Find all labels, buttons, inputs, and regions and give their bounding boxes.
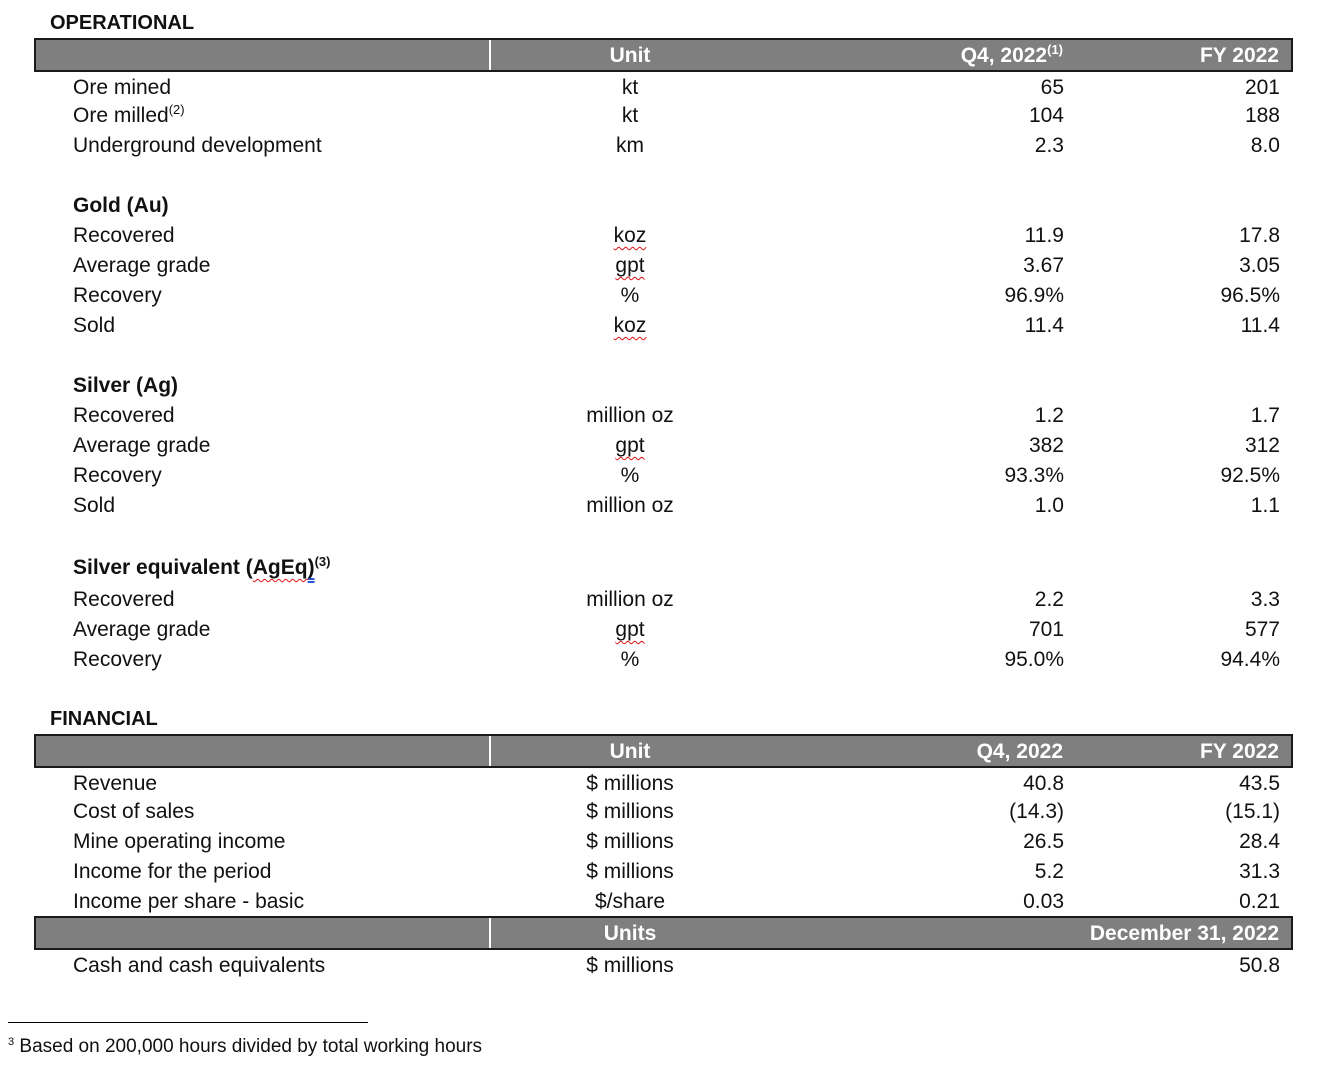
row-label: Recovery [73, 284, 162, 307]
row-fy-value: 1.1 [1250, 494, 1280, 517]
row-fy-value: 201 [1244, 76, 1280, 99]
operational-section-title: OPERATIONAL [50, 12, 195, 34]
row-fy-value: 92.5% [1220, 464, 1280, 487]
row-unit: $ millions [586, 954, 674, 977]
row-fy-value: 96.5% [1220, 284, 1280, 307]
row-label: Sold [73, 314, 116, 337]
row-unit: km [616, 134, 644, 157]
row-unit: % [620, 284, 640, 307]
row-unit: gpt [615, 254, 645, 277]
row-label: Average grade [73, 434, 211, 457]
row-fy-value: 312 [1244, 434, 1280, 457]
row-q4-value: 2.2 [1034, 588, 1064, 611]
row-label: Recovered [73, 588, 175, 611]
row-q4-value: 93.3% [1004, 464, 1064, 487]
footnote-separator [8, 1022, 368, 1023]
row-q4-value: 11.4 [1024, 314, 1064, 337]
row-label: Income for the period [73, 860, 272, 883]
row-q4-value: 2.3 [1034, 134, 1064, 157]
gold-group-title: Gold (Au) [73, 194, 169, 217]
row-label: Average grade [73, 254, 211, 277]
silver-equivalent-group-title: Silver equivalent (AgEq)$^{(3)}$ [73, 554, 331, 579]
silver-group-title: Silver (Ag) [73, 374, 179, 397]
row-unit: million oz [586, 404, 674, 427]
row-label: Sold [73, 494, 116, 517]
row-unit: $ millions [586, 800, 674, 823]
row-unit: koz [613, 224, 647, 247]
row-fy-value: 3.3 [1250, 588, 1280, 611]
row-label: Average grade [73, 618, 211, 641]
row-fy-value: 0.21 [1239, 890, 1280, 913]
balance-header-row [34, 916, 1293, 950]
row-q4-value: 5.2 [1034, 860, 1064, 883]
row-unit: gpt [615, 618, 645, 641]
footnote: $^3$ Based on 200,000 hours divided by total working hours [8, 1036, 483, 1057]
row-q4-value: 26.5 [1023, 830, 1064, 853]
row-label: Recovered [73, 224, 175, 247]
row-fy-value: 1.7 [1250, 404, 1280, 427]
row-unit: $ millions [586, 860, 674, 883]
row-label: Recovered [73, 404, 175, 427]
row-label: Revenue [73, 772, 158, 795]
row-q4-value: 1.2 [1034, 404, 1064, 427]
row-q4-value: 1.0 [1034, 494, 1064, 517]
row-q4-value: 40.8 [1023, 772, 1064, 795]
date-column-header: December 31, 2022 [1089, 922, 1279, 945]
row-label: Underground development [73, 134, 322, 157]
row-fy-value: 3.05 [1239, 254, 1280, 277]
row-unit: gpt [615, 434, 645, 457]
row-fy-value: (15.1) [1225, 800, 1280, 823]
row-label: Cost of sales [73, 800, 195, 823]
row-label: Recovery [73, 648, 162, 671]
row-q4-value: 104 [1028, 104, 1064, 127]
row-label: Mine operating income [73, 830, 286, 853]
operational-header-row [34, 38, 1293, 72]
row-unit: $ millions [586, 830, 674, 853]
row-unit: kt [621, 104, 639, 127]
financial-header-row [34, 734, 1293, 768]
row-q4-value: 96.9% [1004, 284, 1064, 307]
row-fy-value: 94.4% [1220, 648, 1280, 671]
row-fy-value: 11.4 [1240, 314, 1280, 337]
row-unit: % [620, 648, 640, 671]
row-unit: $/share [594, 890, 666, 913]
q4-column-header: Q4, 2022 [976, 740, 1063, 763]
row-fy-value: 31.3 [1239, 860, 1280, 883]
row-unit: million oz [586, 494, 674, 517]
row-label: Ore mined [73, 76, 172, 99]
row-q4-value: 0.03 [1023, 890, 1064, 913]
row-q4-value: 382 [1028, 434, 1064, 457]
row-label: Income per share - basic [73, 890, 305, 913]
q4-column-header: Q4, 2022$^{(1)}$ [960, 42, 1063, 67]
row-q4-value: 701 [1028, 618, 1064, 641]
financial-section-title: FINANCIAL [50, 708, 158, 730]
row-label: Ore milled$^{(2)}$ [73, 102, 185, 127]
row-q4-value: 95.0% [1004, 648, 1064, 671]
row-unit: $ millions [586, 772, 674, 795]
unit-column-header: Unit [609, 740, 651, 763]
row-value: 50.8 [1239, 954, 1280, 977]
unit-column-header: Unit [609, 44, 651, 67]
row-label: Cash and cash equivalents [73, 954, 326, 977]
row-label: Recovery [73, 464, 162, 487]
units-column-header: Units [603, 922, 657, 945]
row-fy-value: 28.4 [1239, 830, 1280, 853]
row-fy-value: 8.0 [1250, 134, 1280, 157]
row-fy-value: 188 [1244, 104, 1280, 127]
row-fy-value: 577 [1244, 618, 1280, 641]
row-unit: koz [613, 314, 647, 337]
row-unit: kt [621, 76, 639, 99]
row-q4-value: 11.9 [1024, 224, 1064, 247]
row-unit: million oz [586, 588, 674, 611]
row-q4-value: (14.3) [1009, 800, 1064, 823]
row-q4-value: 3.67 [1023, 254, 1064, 277]
fy-column-header: FY 2022 [1199, 44, 1279, 67]
fy-column-header: FY 2022 [1199, 740, 1279, 763]
row-q4-value: 65 [1040, 76, 1064, 99]
row-fy-value: 17.8 [1239, 224, 1280, 247]
row-fy-value: 43.5 [1239, 772, 1280, 795]
row-unit: % [620, 464, 640, 487]
